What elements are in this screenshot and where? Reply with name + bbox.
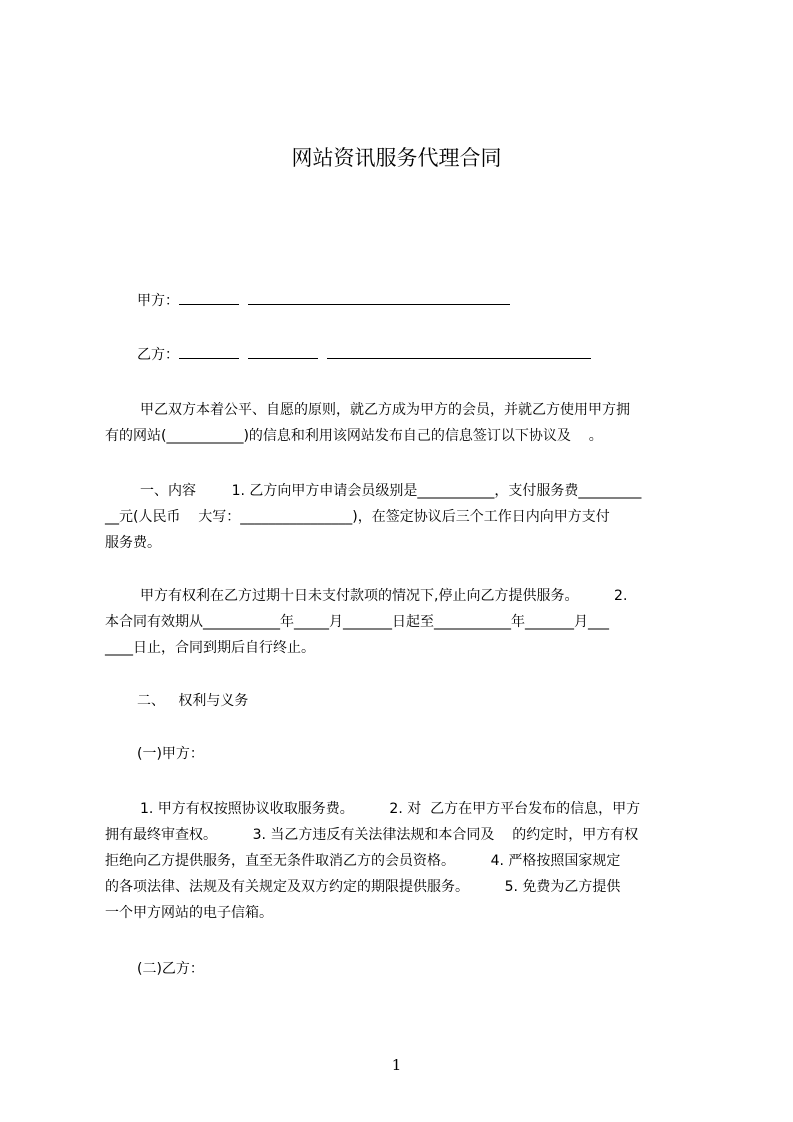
document-title: 网站资讯服务代理合同 — [291, 146, 502, 170]
sub-a-line-4: 的各项法律、法规及有关规定及双方约定的期限提供服务。 5. 免费为乙方提供 — [105, 879, 621, 895]
section1-line-2: __元(人民币 大写：________________)，在签定协议后三个工作日内向甲方支付 — [105, 509, 610, 525]
party-a-line — [137, 291, 510, 310]
party-b-line — [137, 345, 591, 364]
para2-line-2: 本合同有效期从___________年_____月_______日起至___________年_______月___ — [105, 614, 609, 630]
sub-b-heading: (二)乙方： — [137, 961, 204, 977]
party-a-blank-1 — [179, 291, 239, 305]
party-b-blank-1 — [179, 345, 239, 359]
section2-heading: 二、 权利与义务 — [137, 693, 249, 709]
sub-a-line-3: 拒绝向乙方提供服务，直至无条件取消乙方的会员资格。 4. 严格按照国家规定 — [105, 853, 621, 869]
page-number: 1 — [391, 1056, 402, 1074]
preamble-line-2: 有的网站(___________)的信息和利用该网站发布自己的信息签订以下协议及 。 — [105, 428, 603, 444]
sub-a-line-1: 1. 甲方有权按照协议收取服务费。 2. 对 乙方在甲方平台发布的信息，甲方 — [140, 801, 641, 817]
party-a-blank-2 — [248, 291, 510, 305]
party-b-blank-2 — [248, 345, 318, 359]
section1-line-3: 服务费。 — [105, 535, 161, 551]
section1-line-1: 一、内容 1. 乙方向甲方申请会员级别是___________，支付服务费_________ — [140, 483, 642, 499]
sub-a-line-5: 一个甲方网站的电子信箱。 — [105, 905, 273, 921]
party-b-label: 乙方： — [137, 347, 179, 363]
sub-a-line-2: 拥有最终审查权。 3. 当乙方违反有关法律法规和本合同及 的约定时，甲方有权 — [105, 827, 639, 843]
para2-line-3: ____日止，合同到期后自行终止。 — [105, 640, 315, 656]
preamble-line-1: 甲乙双方本着公平、自愿的原则，就乙方成为甲方的会员，并就乙方使用甲方拥 — [140, 402, 630, 418]
party-a-label: 甲方： — [137, 293, 179, 309]
party-b-blank-3 — [327, 345, 591, 359]
para2-line-1: 甲方有权利在乙方过期十日未支付款项的情况下,停止向乙方提供服务。 2. — [140, 588, 628, 604]
sub-a-heading: (一)甲方： — [137, 746, 204, 762]
